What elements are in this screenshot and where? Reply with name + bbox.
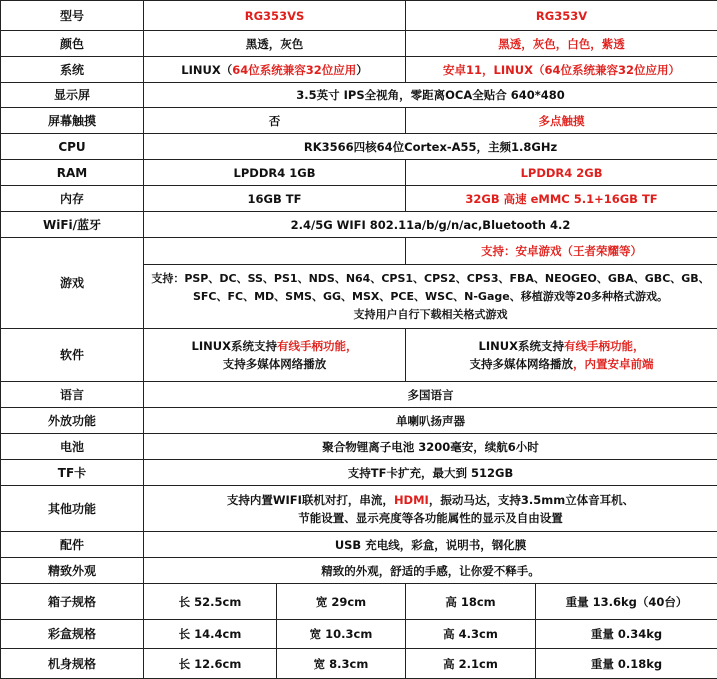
games-value xyxy=(144,265,717,329)
text-red: 有线手柄功能， xyxy=(277,339,358,353)
label: 颜色 xyxy=(1,31,144,57)
row-other xyxy=(1,486,717,532)
row-accessories xyxy=(1,532,717,558)
color-vs: 黑透，灰色 xyxy=(144,31,406,57)
accessories-value: USB 充电线，彩盒，说明书，钢化膜 xyxy=(144,532,717,558)
text: LINUX系统支持 xyxy=(192,339,277,353)
label: 箱子规格 xyxy=(1,584,144,620)
wifi-value: 2.4/5G WIFI 802.11a/b/g/n/ac,Bluetooth 4.2 xyxy=(144,212,717,238)
length: 长 52.5cm xyxy=(144,584,277,620)
row-language xyxy=(1,382,717,408)
language-value: 多国语言 xyxy=(144,382,717,408)
label: 机身规格 xyxy=(1,649,144,679)
text: 节能设置、显示亮度等各功能属性的显示及自由设置 xyxy=(146,509,715,527)
appearance-value: 精致的外观，舒适的手感，让你爱不释手。 xyxy=(144,558,717,584)
text: 支持内置WIFI联机对打，串流， xyxy=(227,493,394,507)
label: WiFi/蓝牙 xyxy=(1,212,144,238)
label: 软件 xyxy=(1,329,144,382)
software-vs xyxy=(144,329,406,382)
row-color xyxy=(1,31,717,57)
row-carton xyxy=(1,584,717,620)
row-giftbox xyxy=(1,620,717,649)
system-vs xyxy=(144,57,406,83)
row-software xyxy=(1,329,717,382)
label: 配件 xyxy=(1,532,144,558)
label: 型号 xyxy=(1,1,144,31)
text-red: 内置安卓前端 xyxy=(585,357,654,371)
label: 游戏 xyxy=(1,238,144,329)
row-model xyxy=(1,1,717,31)
label: 系统 xyxy=(1,57,144,83)
label: TF卡 xyxy=(1,460,144,486)
weight: 重量 13.6kg（40台） xyxy=(536,584,717,620)
width: 宽 10.3cm xyxy=(277,620,406,649)
label: CPU xyxy=(1,134,144,160)
system-v: 安卓11，LINUX（64位系统兼容32位应用） xyxy=(406,57,717,83)
length: 长 12.6cm xyxy=(144,649,277,679)
text: ，振动马达，支持3.5mm立体音耳机、 xyxy=(429,493,634,507)
height: 高 2.1cm xyxy=(406,649,536,679)
cpu-value: RK3566四核64位Cortex-A55，主频1.8GHz xyxy=(144,134,717,160)
label: 彩盒规格 xyxy=(1,620,144,649)
software-v xyxy=(406,329,717,382)
text-red: HDMI xyxy=(394,493,429,507)
tf-value: 支持TF卡扩充，最大到 512GB xyxy=(144,460,717,486)
text-red: 有线手柄功能， xyxy=(564,339,645,353)
games-vs-extra xyxy=(144,238,406,265)
height: 高 4.3cm xyxy=(406,620,536,649)
touch-v: 多点触摸 xyxy=(406,108,717,134)
ram-vs: LPDDR4 1GB xyxy=(144,160,406,186)
games-line: SFC、FC、MD、SMS、GG、MSX、PCE、WSC、N-Gage、移植游戏等20多种格式游戏。 xyxy=(146,288,715,306)
games-line: 支持：PSP、DC、SS、PS1、NDS、N64、CPS1、CPS2、CPS3、FBA、NEOGEO、GBA、GBC、GB、 xyxy=(146,270,715,288)
row-ram xyxy=(1,160,717,186)
touch-vs: 否 xyxy=(144,108,406,134)
label: 内存 xyxy=(1,186,144,212)
storage-vs: 16GB TF xyxy=(144,186,406,212)
label: 外放功能 xyxy=(1,408,144,434)
height: 高 18cm xyxy=(406,584,536,620)
row-games-top xyxy=(1,238,717,265)
row-speaker xyxy=(1,408,717,434)
row-storage xyxy=(1,186,717,212)
label: RAM xyxy=(1,160,144,186)
label: 语言 xyxy=(1,382,144,408)
color-v: 黑透，灰色，白色，紫透 xyxy=(406,31,717,57)
label: 其他功能 xyxy=(1,486,144,532)
text: LINUX系统支持 xyxy=(479,339,564,353)
label: 屏幕触摸 xyxy=(1,108,144,134)
row-display xyxy=(1,83,717,108)
row-system xyxy=(1,57,717,83)
text: ） xyxy=(356,63,368,77)
row-tf xyxy=(1,460,717,486)
row-battery xyxy=(1,434,717,460)
storage-v: 32GB 高速 eMMC 5.1+16GB TF xyxy=(406,186,717,212)
row-wifi xyxy=(1,212,717,238)
label: 显示屏 xyxy=(1,83,144,108)
text: 支持多媒体网络播放 xyxy=(470,357,574,371)
text: LINUX（ xyxy=(181,63,232,77)
label: 精致外观 xyxy=(1,558,144,584)
battery-value: 聚合物锂离子电池 3200毫安，续航6小时 xyxy=(144,434,717,460)
width: 宽 8.3cm xyxy=(277,649,406,679)
text: 支持多媒体网络播放 xyxy=(146,355,403,373)
row-body xyxy=(1,649,717,679)
games-line: 支持用户自行下载相关格式游戏 xyxy=(146,306,715,324)
games-v-extra: 支持：安卓游戏（王者荣耀等） xyxy=(406,238,717,265)
text-red: 64位系统兼容32位应用 xyxy=(232,63,356,77)
label: 电池 xyxy=(1,434,144,460)
other-value xyxy=(144,486,717,532)
speaker-value: 单喇叭扬声器 xyxy=(144,408,717,434)
row-appearance xyxy=(1,558,717,584)
length: 长 14.4cm xyxy=(144,620,277,649)
weight: 重量 0.34kg xyxy=(536,620,717,649)
weight: 重量 0.18kg xyxy=(536,649,717,679)
row-touch xyxy=(1,108,717,134)
row-cpu xyxy=(1,134,717,160)
model-v: RG353V xyxy=(406,1,717,31)
display-value: 3.5英寸 IPS全视角，零距离OCA全贴合 640*480 xyxy=(144,83,717,108)
model-vs: RG353VS xyxy=(144,1,406,31)
width: 宽 29cm xyxy=(277,584,406,620)
ram-v: LPDDR4 2GB xyxy=(406,160,717,186)
text-red: ， xyxy=(573,357,585,371)
